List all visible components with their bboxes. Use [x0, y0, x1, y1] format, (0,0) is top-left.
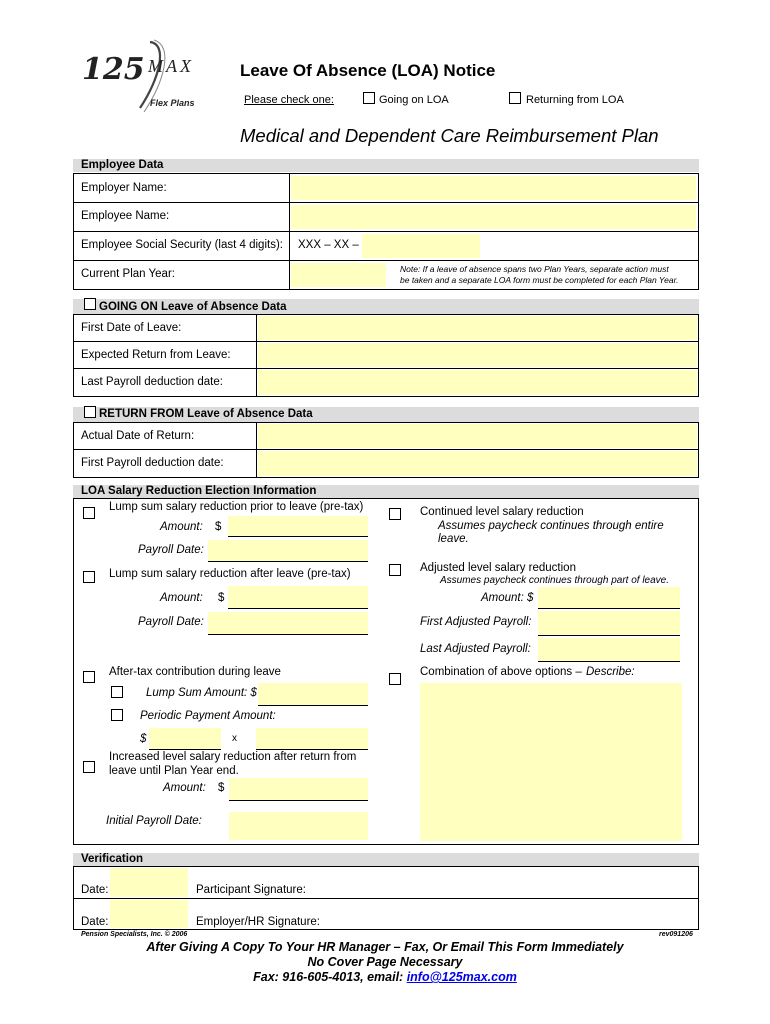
periodic-count-field[interactable]: [256, 728, 368, 749]
combination-describe-field[interactable]: [420, 683, 682, 841]
plan-year-note: Note: If a leave of absence spans two Plan Years, separate action must: [400, 264, 669, 274]
lump-sum-amount-checkbox[interactable]: [111, 686, 123, 698]
first-payroll-label: First Payroll deduction date:: [81, 457, 224, 469]
adjusted-level-label: Adjusted level salary reduction: [420, 562, 576, 574]
lump-after-payroll-date-label: Payroll Date:: [138, 616, 204, 628]
employer-date-label: Date:: [81, 916, 109, 928]
initial-payroll-date-field[interactable]: [229, 812, 368, 840]
last-adjusted-payroll-field[interactable]: [538, 638, 680, 661]
lump-after-dollar: $: [218, 592, 225, 604]
returning-from-loa-checkbox[interactable]: [509, 92, 521, 104]
continued-level-label: Continued level salary reduction: [420, 506, 584, 518]
continued-level-checkbox[interactable]: [389, 508, 401, 520]
return-from-heading: RETURN FROM Leave of Absence Data: [99, 408, 313, 420]
footer-no-cover: No Cover Page Necessary: [307, 955, 463, 969]
periodic-dollar: $: [140, 733, 147, 745]
lump-pre-amount-label: Amount:: [160, 521, 203, 533]
logo: [78, 38, 208, 118]
going-on-loa-checkbox[interactable]: [363, 92, 375, 104]
going-on-loa-label: Going on LOA: [379, 94, 449, 106]
lump-pre-tax-checkbox[interactable]: [83, 507, 95, 519]
lump-pre-dollar: $: [215, 521, 222, 533]
election-heading: LOA Salary Reduction Election Information: [81, 485, 317, 497]
increased-level-checkbox[interactable]: [83, 761, 95, 773]
employer-name-label: Employer Name:: [81, 182, 167, 194]
lump-sum-amount-field[interactable]: [258, 683, 368, 705]
footer-contact: [0, 971, 770, 984]
plan-year-note-2: be taken and a separate LOA form must be completed for each Plan Year.: [400, 275, 679, 285]
lump-pre-tax-label: Lump sum salary reduction prior to leave (pre-tax): [109, 501, 364, 513]
participant-date-label: Date:: [81, 884, 109, 896]
plan-name: Medical and Dependent Care Reimbursement Plan: [240, 125, 659, 146]
aftertax-checkbox[interactable]: [83, 671, 95, 683]
increased-dollar: $: [218, 782, 225, 794]
check-prompt: Please check one:: [244, 94, 334, 106]
employer-signature-label: Employer/HR Signature:: [196, 916, 320, 928]
combination-checkbox[interactable]: [389, 673, 401, 685]
adjusted-level-checkbox[interactable]: [389, 564, 401, 576]
participant-signature-label: Participant Signature:: [196, 884, 306, 896]
going-on-section-checkbox[interactable]: [84, 298, 96, 310]
revision: rev091206: [659, 931, 693, 938]
logo-brand: MAX: [148, 56, 194, 76]
periodic-payment-checkbox[interactable]: [111, 709, 123, 721]
expected-return-label: Expected Return from Leave:: [81, 349, 231, 361]
increased-level-label: Increased level salary reduction after return from: [109, 751, 357, 763]
ssn-field[interactable]: [362, 234, 480, 258]
footer-instructions: After Giving A Copy To Your HR Manager – Fax, Or Email This Form Immediately: [146, 940, 624, 954]
lump-after-amount-field[interactable]: [228, 586, 368, 608]
first-adjusted-payroll-label: First Adjusted Payroll:: [420, 616, 532, 628]
lump-after-label: Lump sum salary reduction after leave (pre-tax): [109, 568, 351, 580]
increased-amount-label: Amount:: [163, 782, 206, 794]
combination-label: Combination of above options –: [420, 666, 582, 678]
verification-heading: Verification: [81, 853, 143, 865]
actual-date-of-return-field[interactable]: [258, 424, 697, 448]
lump-after-amount-label: Amount:: [160, 592, 203, 604]
adjusted-amount-field[interactable]: [538, 587, 680, 608]
participant-date-field[interactable]: [110, 868, 188, 897]
continued-level-note: Assumes paycheck continues through entire: [438, 520, 664, 532]
first-payroll-field[interactable]: [258, 451, 697, 476]
lump-sum-amount-label: Lump Sum Amount: $: [146, 687, 257, 699]
first-date-of-leave-label: First Date of Leave:: [81, 322, 182, 334]
periodic-times: x: [232, 733, 237, 744]
page-title: Leave Of Absence (LOA) Notice: [240, 61, 496, 80]
employee-data-band: [73, 159, 699, 172]
ssn-prefix: XXX – XX –: [298, 239, 359, 251]
initial-payroll-date-label: Initial Payroll Date:: [106, 815, 202, 827]
actual-date-of-return-label: Actual Date of Return:: [81, 430, 195, 442]
return-from-section-checkbox[interactable]: [84, 406, 96, 418]
continued-level-note-2: leave.: [438, 533, 469, 545]
lump-after-checkbox[interactable]: [83, 571, 95, 583]
increased-amount-field[interactable]: [229, 778, 368, 800]
adjusted-level-note: Assumes paycheck continues through part of leave.: [440, 575, 670, 586]
fax-email-text: Fax: 916-605-4013, email:: [253, 970, 404, 984]
employer-name-field[interactable]: [291, 176, 696, 200]
returning-from-loa-label: Returning from LOA: [526, 94, 624, 106]
employee-name-label: Employee Name:: [81, 210, 170, 222]
copyright: Pension Specialists, Inc. © 2006: [81, 931, 188, 938]
first-adjusted-payroll-field[interactable]: [538, 611, 680, 635]
plan-year-label: Current Plan Year:: [81, 268, 175, 280]
going-on-heading: GOING ON Leave of Absence Data: [99, 301, 287, 313]
lump-pre-amount-field[interactable]: [228, 516, 368, 536]
aftertax-label: After-tax contribution during leave: [109, 666, 281, 678]
lump-pre-payroll-date-field[interactable]: [208, 540, 368, 561]
first-date-of-leave-field[interactable]: [258, 316, 697, 340]
periodic-amount-field[interactable]: [149, 728, 221, 749]
logo-sub: Flex Plans: [150, 98, 195, 108]
plan-year-field[interactable]: [291, 263, 386, 287]
last-payroll-field[interactable]: [258, 370, 697, 395]
increased-level-label-2: leave until Plan Year end.: [109, 765, 239, 777]
employee-name-field[interactable]: [291, 205, 696, 229]
ssn-label: Employee Social Security (last 4 digits):: [81, 239, 283, 251]
lump-after-payroll-date-field[interactable]: [208, 612, 368, 634]
employer-date-field[interactable]: [110, 900, 188, 928]
last-adjusted-payroll-label: Last Adjusted Payroll:: [420, 643, 531, 655]
last-payroll-label: Last Payroll deduction date:: [81, 376, 223, 388]
logo-number: 125: [82, 52, 145, 87]
email-link[interactable]: info@125max.com: [406, 970, 517, 984]
periodic-payment-label: Periodic Payment Amount:: [140, 710, 276, 722]
expected-return-field[interactable]: [258, 343, 697, 367]
employee-data-heading: Employee Data: [81, 159, 164, 171]
combination-describe: Describe:: [586, 666, 635, 678]
lump-pre-payroll-date-label: Payroll Date:: [138, 544, 204, 556]
verification-band: [73, 853, 699, 866]
adjusted-amount-label: Amount: $: [481, 592, 534, 604]
